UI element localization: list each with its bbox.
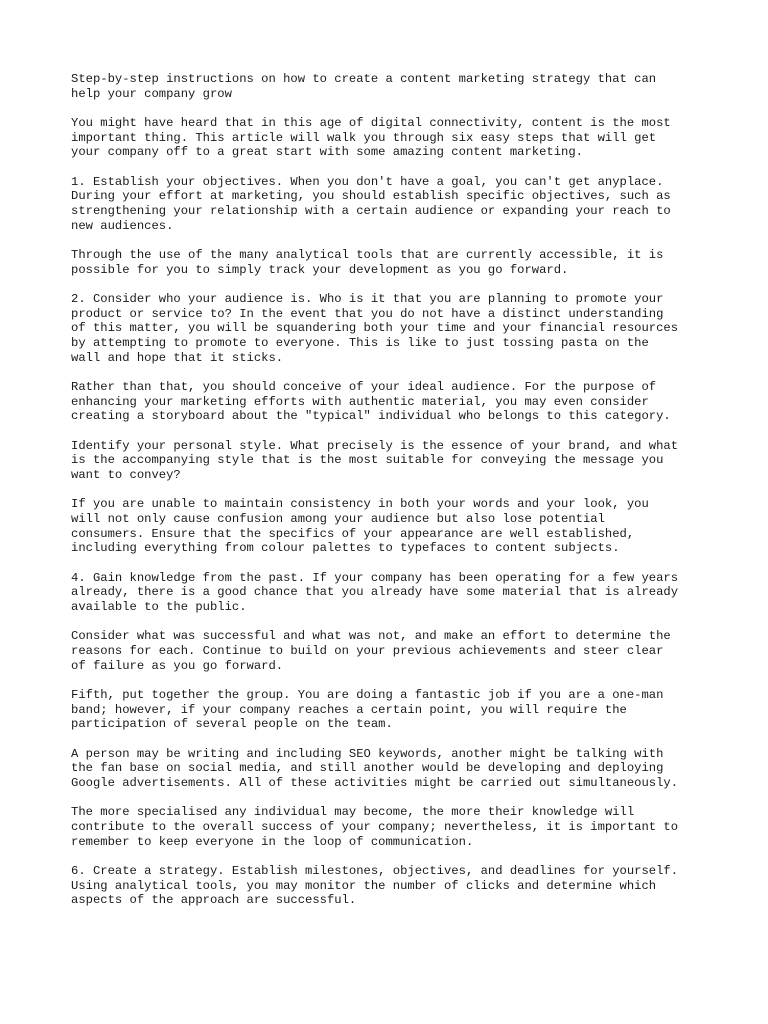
text-line: Fifth, put together the group. You are doing a fantastic job if you are a one-man: [71, 687, 664, 702]
paragraph: [71, 747, 711, 791]
text-line: remember to keep everyone in the loop of communication.: [71, 834, 474, 849]
text-line: consumers. Ensure that the specifics of your appearance are well established,: [71, 526, 635, 541]
text-line: possible for you to simply track your development as you go forward.: [71, 262, 569, 277]
text-line: strengthening your relationship with a certain audience or expanding your reach to: [71, 204, 671, 218]
document-body: [71, 72, 711, 923]
text-line: Using analytical tools, you may monitor the number of clicks and determine which: [71, 878, 657, 893]
text-line: want to convey?: [71, 468, 181, 482]
text-line: Consider what was successful and what was not, and make an effort to determine the: [71, 629, 671, 644]
paragraph: [71, 805, 711, 849]
paragraph: [71, 439, 711, 483]
paragraph: [71, 72, 711, 101]
text-line: product or service to? In the event that you do not have a distinct understanding: [71, 306, 664, 321]
text-line: including everything from colour palettes to typefaces to content subjects.: [71, 541, 620, 556]
text-line: 4. Gain knowledge from the past. If your company has been operating for a few years: [71, 570, 679, 585]
text-line: your company off to a great start with some amazing content marketing.: [71, 145, 583, 160]
paragraph: [71, 497, 711, 556]
text-line: During your effort at marketing, you should establish specific objectives, such as: [71, 189, 671, 204]
paragraph: [71, 292, 711, 365]
text-line: Identify your personal style. What precisely is the essence of your brand, and what: [71, 438, 679, 453]
text-line: new audiences.: [71, 218, 174, 233]
text-line: the fan base on social media, and still another would be developing and deploying: [71, 761, 664, 776]
text-line: If you are unable to maintain consistency in both your words and your look, you: [71, 497, 649, 512]
text-line: aspects of the approach are successful.: [71, 893, 357, 908]
text-line: by attempting to promote to everyone. This is like to just tossing pasta on the: [71, 336, 649, 350]
text-line: of failure as you go forward.: [71, 658, 284, 673]
text-line: participation of several people on the team.: [71, 717, 393, 732]
text-line: already, there is a good chance that you already have some material that is already: [71, 585, 679, 600]
text-line: important thing. This article will walk you through six easy steps that will get: [71, 130, 657, 145]
text-line: enhancing your marketing efforts with authentic material, you may even consider: [71, 394, 649, 409]
text-line: available to the public.: [71, 600, 247, 614]
text-line: wall and hope that it sticks.: [71, 350, 284, 365]
text-line: creating a storyboard about the "typical" individual who belongs to this category.: [71, 409, 671, 424]
text-line: You might have heard that in this age of digital connectivity, content is the most: [71, 115, 671, 130]
paragraph: [71, 175, 711, 234]
paragraph: [71, 864, 711, 908]
text-line: 2. Consider who your audience is. Who is it that you are planning to promote your: [71, 291, 664, 306]
text-line: 1. Establish your objectives. When you don't have a goal, you can't get anyplace.: [71, 174, 664, 189]
text-line: Rather than that, you should conceive of your ideal audience. For the purpose of: [71, 379, 657, 394]
text-line: will not only cause confusion among your audience but also lose potential: [71, 511, 605, 526]
text-line: reasons for each. Continue to build on your previous achievements and steer clear: [71, 643, 664, 658]
paragraph: [71, 116, 711, 160]
text-line: contribute to the overall success of your company; nevertheless, it is important to: [71, 819, 679, 834]
text-line: Through the use of the many analytical tools that are currently accessible, it is: [71, 247, 664, 262]
paragraph: [71, 629, 711, 673]
paragraph: [71, 380, 711, 424]
text-line: The more specialised any individual may become, the more their knowledge will: [71, 805, 635, 820]
text-line: 6. Create a strategy. Establish milestones, objectives, and deadlines for yourself.: [71, 863, 679, 878]
text-line: Step-by-step instructions on how to create a content marketing strategy that can: [71, 72, 657, 86]
text-line: A person may be writing and including SEO keywords, another might be talking with: [71, 746, 664, 761]
text-line: help your company grow: [71, 86, 232, 101]
text-line: of this matter, you will be squandering both your time and your financial resources: [71, 321, 679, 336]
text-line: Google advertisements. All of these activities might be carried out simultaneously.: [71, 775, 679, 790]
text-line: band; however, if your company reaches a certain point, you will require the: [71, 702, 627, 717]
paragraph: [71, 248, 711, 277]
text-line: is the accompanying style that is the most suitable for conveying the message you: [71, 453, 664, 468]
paragraph: [71, 571, 711, 615]
paragraph: [71, 688, 711, 732]
